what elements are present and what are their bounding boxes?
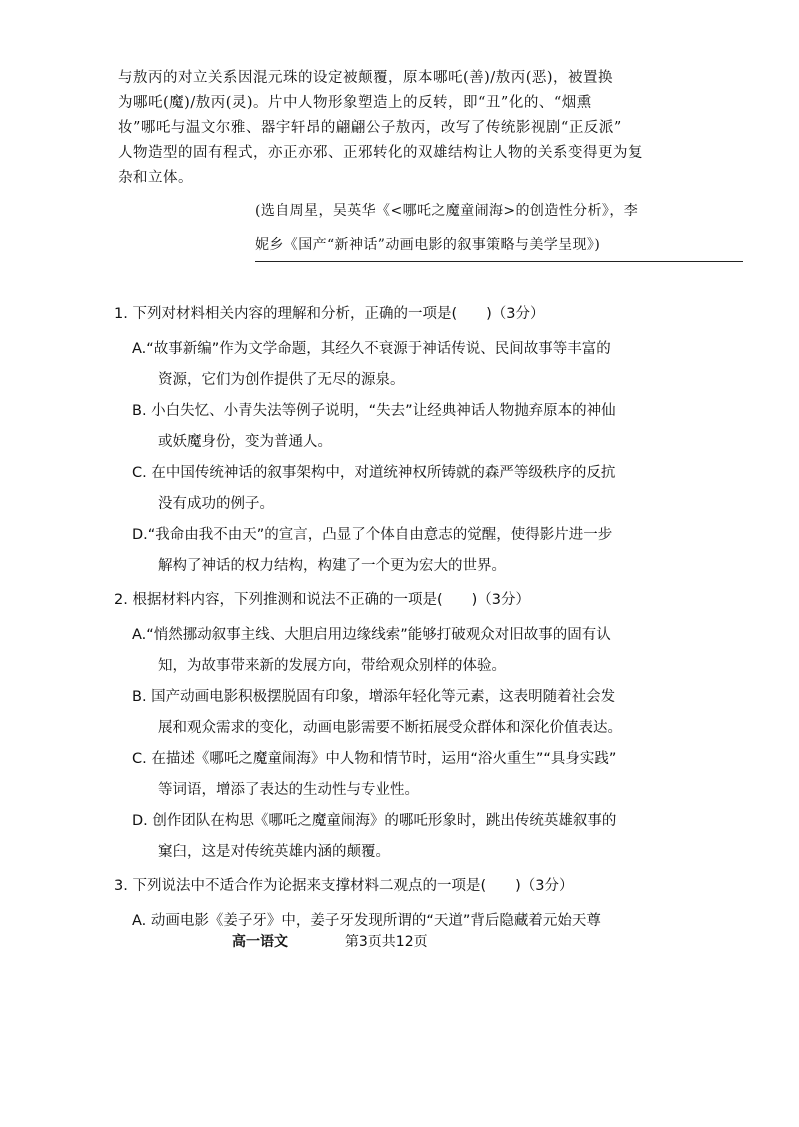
question-1-option-d: D.“我命由我不由天”的宣言，凸显了个体自由意志的觉醒，使得影片进一步 解构了神话的权力结构，构建了一个更为宏大的世界。	[132, 527, 613, 574]
passage-line: 杂和立体。	[118, 170, 193, 186]
passage-line: 为哪吒(魔)/敖丙(灵)。片中人物形象塑造上的反转，即“丑”化的、“烟熏	[118, 95, 592, 111]
question-1-option-b: B. 小白失忆、小青失法等例子说明，“失去”让经典神话人物抛弃原本的神仙 或妖魔身份，变为普通人。	[132, 403, 616, 450]
passage-line: 人物造型的固有程式，亦正亦邪、正邪转化的双雄结构让人物的关系变得更为复	[118, 145, 643, 161]
page-footer	[232, 931, 428, 951]
question-1-stem: 1. 下列对材料相关内容的理解和分析，正确的一项是( )（3分）	[114, 306, 545, 322]
footer-subject: 高一语文	[232, 934, 288, 950]
citation-line: 妮乡《国产“新神话”动画电影的叙事策略与美学呈现》)	[255, 228, 743, 262]
question-2-option-c: C. 在描述《哪吒之魔童闹海》中人物和情节时，运用“浴火重生”“具身实践” 等词语，增添了表达的生动性与专业性。	[132, 751, 617, 798]
source-citation	[255, 194, 743, 262]
passage-line: 与敖丙的对立关系因混元珠的设定被颠覆，原本哪吒(善)/敖丙(恶)，被置换	[118, 70, 614, 86]
question-2-option-d: D. 创作团队在构思《哪吒之魔童闹海》的哪吒形象时，跳出传统英雄叙事的 窠臼，这是对传统英雄内涵的颠覆。	[132, 813, 617, 860]
question-2-option-a: A.“悄然挪动叙事主线、大胆启用边缘线索”能够打破观众对旧故事的固有认 知，为故事带来新的发展方向，带给观众别样的体验。	[132, 627, 611, 674]
question-2-option-b: B. 国产动画电影积极摆脱固有印象，增添年轻化等元素，这表明随着社会发 展和观众需求的变化，动画电影需要不断拓展受众群体和深化价值表达。	[132, 689, 622, 736]
question-1-option-a: A.“故事新编”作为文学命题，其经久不衰源于神话传说、民间故事等丰富的 资源，它们为创作提供了无尽的源泉。	[132, 341, 611, 388]
footer-page-number: 第3页共12页	[344, 934, 428, 950]
question-2-stem: 2. 根据材料内容，下列推测和说法不正确的一项是( )（3分）	[114, 592, 530, 608]
question-1-option-c: C. 在中国传统神话的叙事架构中，对道统神权所铸就的森严等级秩序的反抗 没有成功的例子。	[132, 465, 616, 512]
citation-line: (选自周星，吴英华《<哪吒之魔童闹海>的创造性分析》，李	[255, 203, 639, 219]
question-3-stem: 3. 下列说法中不适合作为论据来支撑材料二观点的一项是( )（3分）	[114, 878, 574, 894]
question-3-option-a: A. 动画电影《姜子牙》中，姜子牙发现所谓的“天道”背后隐藏着元始天尊	[132, 913, 601, 929]
passage-line: 妆”哪吒与温文尔雅、器宇轩昂的翩翩公子敖丙，改写了传统影视剧“正反派”	[118, 120, 622, 136]
passage-text	[118, 66, 688, 191]
